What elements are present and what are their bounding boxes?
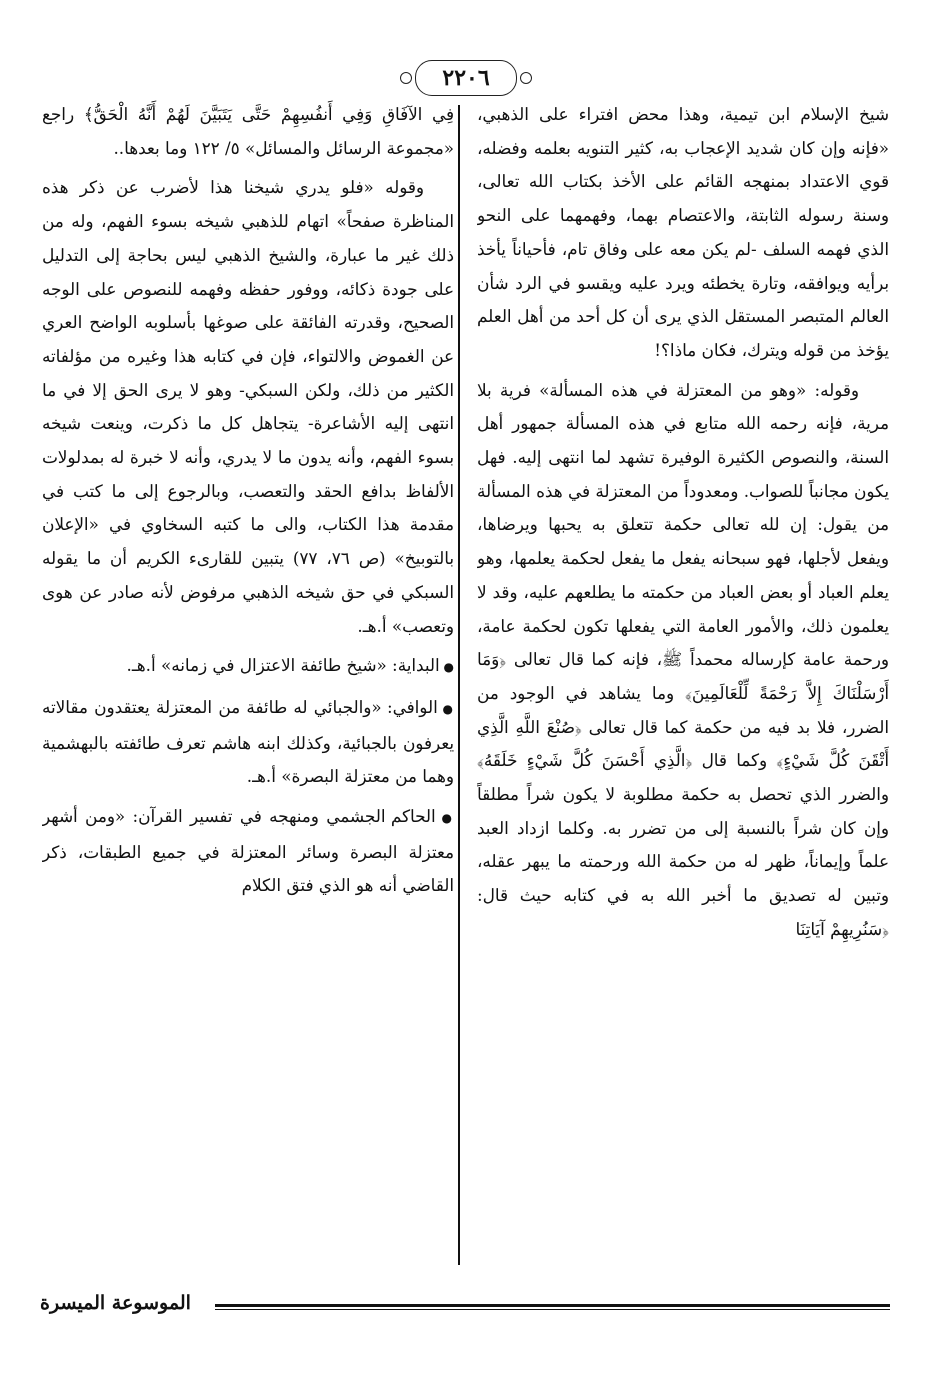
footer-rule <box>215 1304 890 1307</box>
right-paragraph-1: شيخ الإسلام ابن تيمية، وهذا محض افتراء على الذهبي، «فإنه وإن كان شديد الإعجاب به، كثير التنويه بعلمه وفضله، قوي الاعتداد بمنهجه القائم على الأخذ بكتاب الله تعالى، وسنة رسوله الثابتة، والاعتصام بهما، وفهمهما على النحو الذي فهمه السلف -لم يكن معه على وفاق تام، فأحياناً يأخذ برأيه ويوافقه، وتارة يخطئه ويرد عليه ويقسو في الرد شأن العالم المتبصر المستقل الذي يرى أن كل أحد من أهل العلم يؤخذ من قوله ويترك، فكان ماذا؟! <box>477 104 889 360</box>
left-paragraph-1: فِي الآفَاقِ وَفِي أَنفُسِهِمْ حَتَّى يَتَبَيَّنَ لَهُمْ أَنَّهُ الْحَقُّ﴾ راجع «مجموعة الرسائل والمسائل» ٥/ ١٢٢ وما بعدها.. <box>42 104 454 158</box>
left-column <box>42 98 454 1268</box>
column-divider <box>458 105 460 1265</box>
right-paragraph-2: وقوله: «وهو من المعتزلة في هذه المسألة» فرية بلا مرية، فإنه رحمه الله متابع في هذه المسألة جمهور أهل السنة، والنصوص الكثيرة الوفيرة تشهد لما انتهى إليه. فهل يكون مجانباً للصواب. ومعدوداً من المعتزلة في هذه المسألة من يقول: إن لله تعالى حكمة تتعلق به يحبها ويرضاها، ويفعل لأجلها، فهو سبحانه يفعل ما يفعل لحكمة يعلمها، وهو يعلم العباد أو بعض العباد من حكمته ما يطلعهم عليه، وقد لا يعلمون ذلك، والأمور العامة التي يفعلها تكون لحكمة عامة، ورحمة عامة كإرساله محمداً ﷺ، فإنه كما قال تعالى ﴿وَمَا أَرْسَلْنَاكَ إِلاَّ رَحْمَةً لِّلْعَالَمِينَ﴾ وما يشاهد في الوجود من الضرر، فلا بد فيه من حكمة كما قال تعالى ﴿صُنْعَ اللَّهِ الَّذِي أَتْقَنَ كُلَّ شَيْءٍ﴾ وكما قال ﴿الَّذِي أَحْسَنَ كُلَّ شَيْءٍ خَلَقَهُ﴾ والضرر الذي تحصل به حكمة مطلوبة لا يكون شراً مطلقاً وإن كان شراً بالنسبة إلى من تضرر به. وكلما ازداد العبد علماً وإيماناً، ظهر له من حكمة الله ورحمته ما يبهر عقله، وتبين له تصديق ما أخبر الله به في كتابه حيث قال: ﴿سَنُرِيهِمْ آيَاتِنَا <box>477 379 889 939</box>
footer-title: الموسوعة الميسرة <box>40 1292 191 1314</box>
left-paragraph-2: وقوله «فلو يدري شيخنا هذا لأضرب عن ذكر هذه المناظرة صفحاً» اتهام للذهبي شيخه بسوء الفهم، وله من ذلك غير ما عبارة، والشيخ الذهبي ليس بحاجة إلى التدليل على جودة ذكائه، ووفور حفظه وفهمه للنصوص على الوجه الصحيح، وقدرته الفائقة على صوغها بأسلوبه الواضح العري عن الغموض والالتواء، فإن في كتابه هذا وغيره من مؤلفاته الكثير من ذلك، ولكن السبكي- وهو لا يرى الحق إلا في ما انتهى إليه الأشاعرة- يتجاهل كل ما ذكرت، وينعت شيخه بسوء الفهم، وأنه يدون ما لا يدري، وأنه لا خبرة له بمدلولات الألفاظ بدافع الحقد والتعصب، وبالرجوع إلى ما كتب في مقدمة هذا الكتاب، والى ما كتبه السخاوي في «الإعلان بالتوبيخ» (ص ٧٦، ٧٧) يتبين للقارىء الكريم أن ما يقوله السبكي في حق شيخه الذهبي مرفوض لأنه صادر عن هوى وتعصب» أ.هـ. <box>42 177 454 636</box>
left-bullet-hakim: ● الحاكم الجشمي ومنهجه في تفسير القرآن: «ومن أشهر معتزلة البصرة وسائر المعتزلة في جميع الطبقات، ذكر القاضي أنه هو الذي فتق الكلام <box>42 800 454 903</box>
page-number: ٢٢٠٦ <box>415 60 517 96</box>
left-bullet-wafi: ● الوافي: «والجبائي له طائفة من المعتزلة يعتقدون مقالاته يعرفون بالجبائية، وكذلك ابنه هاشم تعرف طائفته بالبهشمية وهما من معتزلة البصرة» أ.هـ. <box>42 691 454 794</box>
footer-rule-thin <box>215 1309 890 1310</box>
left-bullet-bidaya: ● البداية: «شيخ طائفة الاعتزال في زمانه» أ.هـ. <box>42 649 454 685</box>
right-column <box>477 98 889 1268</box>
